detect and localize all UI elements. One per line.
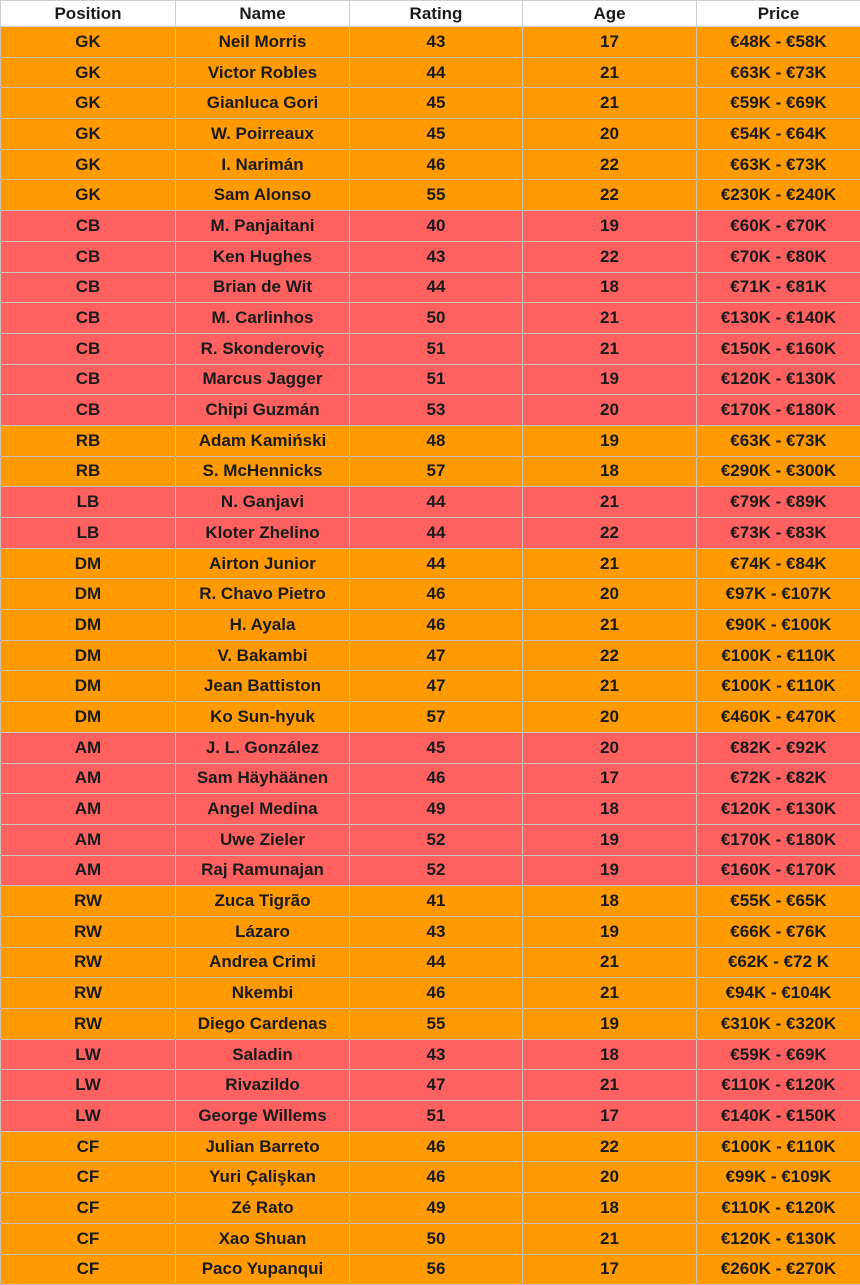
table-row (1, 702, 860, 733)
cell-name: Lázaro (176, 916, 350, 947)
cell-price: €110K - €120K (697, 1193, 860, 1224)
table-row (1, 395, 860, 426)
cell-age: 17 (523, 27, 697, 58)
cell-position: CB (1, 272, 176, 303)
cell-age: 21 (523, 978, 697, 1009)
cell-price: €130K - €140K (697, 303, 860, 334)
cell-price: €54K - €64K (697, 119, 860, 150)
cell-price: €260K - €270K (697, 1254, 860, 1285)
cell-age: 17 (523, 1101, 697, 1132)
cell-position: RW (1, 947, 176, 978)
cell-age: 21 (523, 57, 697, 88)
table-row (1, 886, 860, 917)
cell-position: GK (1, 119, 176, 150)
cell-position: LB (1, 518, 176, 549)
cell-price: €63K - €73K (697, 149, 860, 180)
cell-position: DM (1, 702, 176, 733)
cell-position: AM (1, 855, 176, 886)
cell-age: 19 (523, 364, 697, 395)
cell-price: €99K - €109K (697, 1162, 860, 1193)
header-row (1, 1, 860, 27)
cell-price: €94K - €104K (697, 978, 860, 1009)
cell-age: 19 (523, 916, 697, 947)
cell-rating: 47 (350, 671, 523, 702)
table-row (1, 1131, 860, 1162)
table-row (1, 916, 860, 947)
cell-age: 20 (523, 702, 697, 733)
cell-rating: 45 (350, 119, 523, 150)
cell-rating: 49 (350, 1193, 523, 1224)
header-price: Price (697, 1, 860, 27)
cell-age: 19 (523, 425, 697, 456)
cell-position: AM (1, 763, 176, 794)
cell-price: €120K - €130K (697, 1223, 860, 1254)
cell-position: CB (1, 395, 176, 426)
cell-name: Ken Hughes (176, 241, 350, 272)
cell-name: Kloter Zhelino (176, 518, 350, 549)
cell-age: 21 (523, 671, 697, 702)
cell-rating: 56 (350, 1254, 523, 1285)
cell-position: GK (1, 149, 176, 180)
cell-rating: 46 (350, 610, 523, 641)
cell-price: €170K - €180K (697, 395, 860, 426)
cell-price: €72K - €82K (697, 763, 860, 794)
cell-age: 17 (523, 763, 697, 794)
cell-age: 21 (523, 947, 697, 978)
cell-price: €310K - €320K (697, 1009, 860, 1040)
cell-position: AM (1, 794, 176, 825)
cell-age: 20 (523, 119, 697, 150)
cell-rating: 43 (350, 27, 523, 58)
table-row (1, 364, 860, 395)
cell-position: DM (1, 640, 176, 671)
cell-name: V. Bakambi (176, 640, 350, 671)
cell-name: Chipi Guzmán (176, 395, 350, 426)
cell-rating: 40 (350, 211, 523, 242)
cell-price: €290K - €300K (697, 456, 860, 487)
header-rating: Rating (350, 1, 523, 27)
cell-price: €74K - €84K (697, 548, 860, 579)
cell-rating: 50 (350, 303, 523, 334)
cell-position: LB (1, 487, 176, 518)
cell-rating: 46 (350, 1162, 523, 1193)
cell-age: 19 (523, 855, 697, 886)
cell-price: €60K - €70K (697, 211, 860, 242)
cell-position: LW (1, 1101, 176, 1132)
table-row (1, 487, 860, 518)
cell-rating: 43 (350, 916, 523, 947)
cell-position: RB (1, 425, 176, 456)
cell-name: M. Carlinhos (176, 303, 350, 334)
cell-price: €170K - €180K (697, 824, 860, 855)
cell-age: 21 (523, 1070, 697, 1101)
cell-position: CF (1, 1223, 176, 1254)
header-age: Age (523, 1, 697, 27)
cell-rating: 55 (350, 180, 523, 211)
cell-age: 20 (523, 579, 697, 610)
cell-age: 18 (523, 886, 697, 917)
cell-name: Paco Yupanqui (176, 1254, 350, 1285)
cell-price: €100K - €110K (697, 1131, 860, 1162)
cell-name: Brian de Wit (176, 272, 350, 303)
cell-age: 22 (523, 640, 697, 671)
cell-name: H. Ayala (176, 610, 350, 641)
cell-price: €73K - €83K (697, 518, 860, 549)
table-row (1, 456, 860, 487)
cell-price: €70K - €80K (697, 241, 860, 272)
cell-rating: 55 (350, 1009, 523, 1040)
cell-name: Zuca Tigrão (176, 886, 350, 917)
cell-price: €63K - €73K (697, 57, 860, 88)
cell-name: Andrea Crimi (176, 947, 350, 978)
cell-position: CF (1, 1162, 176, 1193)
cell-position: GK (1, 180, 176, 211)
cell-position: CB (1, 333, 176, 364)
table-row (1, 303, 860, 334)
cell-name: Angel Medina (176, 794, 350, 825)
cell-position: CB (1, 364, 176, 395)
cell-name: Neil Morris (176, 27, 350, 58)
cell-position: CB (1, 211, 176, 242)
table-row (1, 1009, 860, 1040)
cell-position: CF (1, 1193, 176, 1224)
cell-price: €120K - €130K (697, 364, 860, 395)
cell-rating: 49 (350, 794, 523, 825)
cell-rating: 44 (350, 548, 523, 579)
table-row (1, 579, 860, 610)
table-row (1, 180, 860, 211)
table-row (1, 1101, 860, 1132)
cell-age: 21 (523, 1223, 697, 1254)
cell-name: J. L. González (176, 732, 350, 763)
cell-rating: 46 (350, 763, 523, 794)
cell-rating: 44 (350, 487, 523, 518)
cell-price: €460K - €470K (697, 702, 860, 733)
table-row (1, 1162, 860, 1193)
table-row (1, 855, 860, 886)
table-row (1, 978, 860, 1009)
cell-name: Rivazildo (176, 1070, 350, 1101)
cell-rating: 47 (350, 640, 523, 671)
cell-price: €59K - €69K (697, 88, 860, 119)
cell-price: €71K - €81K (697, 272, 860, 303)
table-row (1, 947, 860, 978)
cell-name: Zé Rato (176, 1193, 350, 1224)
table-body (1, 27, 860, 1285)
cell-rating: 46 (350, 978, 523, 1009)
cell-position: GK (1, 57, 176, 88)
cell-price: €120K - €130K (697, 794, 860, 825)
cell-age: 18 (523, 272, 697, 303)
cell-name: Diego Cardenas (176, 1009, 350, 1040)
cell-price: €160K - €170K (697, 855, 860, 886)
cell-age: 21 (523, 303, 697, 334)
table-row (1, 211, 860, 242)
cell-rating: 48 (350, 425, 523, 456)
cell-rating: 45 (350, 732, 523, 763)
cell-age: 21 (523, 88, 697, 119)
cell-position: RW (1, 916, 176, 947)
cell-position: AM (1, 732, 176, 763)
cell-rating: 45 (350, 88, 523, 119)
table-row (1, 1223, 860, 1254)
cell-age: 22 (523, 180, 697, 211)
cell-rating: 52 (350, 855, 523, 886)
cell-rating: 53 (350, 395, 523, 426)
cell-name: George Willems (176, 1101, 350, 1132)
cell-name: Gianluca Gori (176, 88, 350, 119)
table-row (1, 610, 860, 641)
cell-age: 21 (523, 333, 697, 364)
cell-rating: 51 (350, 1101, 523, 1132)
cell-name: Sam Häyhäänen (176, 763, 350, 794)
cell-name: I. Narimán (176, 149, 350, 180)
cell-name: Julian Barreto (176, 1131, 350, 1162)
cell-position: RW (1, 1009, 176, 1040)
cell-age: 18 (523, 456, 697, 487)
cell-age: 21 (523, 548, 697, 579)
cell-name: R. Chavo Pietro (176, 579, 350, 610)
cell-rating: 46 (350, 1131, 523, 1162)
cell-rating: 43 (350, 241, 523, 272)
cell-age: 21 (523, 610, 697, 641)
cell-name: S. McHennicks (176, 456, 350, 487)
header-position: Position (1, 1, 176, 27)
table-row (1, 57, 860, 88)
table-row (1, 333, 860, 364)
cell-position: CF (1, 1254, 176, 1285)
cell-name: M. Panjaitani (176, 211, 350, 242)
cell-price: €100K - €110K (697, 671, 860, 702)
cell-name: Raj Ramunajan (176, 855, 350, 886)
cell-name: N. Ganjavi (176, 487, 350, 518)
cell-position: RB (1, 456, 176, 487)
cell-price: €55K - €65K (697, 886, 860, 917)
cell-age: 20 (523, 395, 697, 426)
cell-rating: 44 (350, 57, 523, 88)
cell-rating: 44 (350, 272, 523, 303)
cell-price: €62K - €72 K (697, 947, 860, 978)
table-row (1, 272, 860, 303)
cell-name: Nkembi (176, 978, 350, 1009)
table-row (1, 518, 860, 549)
table-row (1, 1070, 860, 1101)
cell-price: €79K - €89K (697, 487, 860, 518)
cell-price: €82K - €92K (697, 732, 860, 763)
cell-position: AM (1, 824, 176, 855)
table-row (1, 27, 860, 58)
cell-position: LW (1, 1039, 176, 1070)
cell-price: €150K - €160K (697, 333, 860, 364)
cell-age: 19 (523, 1009, 697, 1040)
cell-age: 19 (523, 824, 697, 855)
cell-age: 18 (523, 794, 697, 825)
cell-name: W. Poirreaux (176, 119, 350, 150)
table-row (1, 119, 860, 150)
cell-position: GK (1, 27, 176, 58)
cell-name: Uwe Zieler (176, 824, 350, 855)
table-row (1, 1193, 860, 1224)
cell-age: 19 (523, 211, 697, 242)
cell-rating: 57 (350, 702, 523, 733)
cell-rating: 50 (350, 1223, 523, 1254)
cell-price: €140K - €150K (697, 1101, 860, 1132)
cell-name: Victor Robles (176, 57, 350, 88)
cell-age: 20 (523, 1162, 697, 1193)
table-row (1, 640, 860, 671)
cell-name: Adam Kamiński (176, 425, 350, 456)
table-row (1, 149, 860, 180)
cell-position: RW (1, 886, 176, 917)
cell-rating: 51 (350, 333, 523, 364)
cell-position: DM (1, 579, 176, 610)
cell-name: Marcus Jagger (176, 364, 350, 395)
table-row (1, 671, 860, 702)
cell-age: 22 (523, 241, 697, 272)
cell-price: €66K - €76K (697, 916, 860, 947)
cell-price: €100K - €110K (697, 640, 860, 671)
cell-price: €48K - €58K (697, 27, 860, 58)
cell-age: 18 (523, 1193, 697, 1224)
cell-position: CF (1, 1131, 176, 1162)
cell-name: Jean Battiston (176, 671, 350, 702)
cell-position: DM (1, 610, 176, 641)
cell-rating: 43 (350, 1039, 523, 1070)
cell-price: €63K - €73K (697, 425, 860, 456)
cell-position: LW (1, 1070, 176, 1101)
cell-position: DM (1, 671, 176, 702)
cell-name: Saladin (176, 1039, 350, 1070)
cell-price: €90K - €100K (697, 610, 860, 641)
table-row (1, 1039, 860, 1070)
cell-rating: 46 (350, 149, 523, 180)
cell-rating: 44 (350, 518, 523, 549)
cell-rating: 51 (350, 364, 523, 395)
table-row (1, 241, 860, 272)
cell-position: DM (1, 548, 176, 579)
cell-rating: 41 (350, 886, 523, 917)
table-row (1, 425, 860, 456)
table-row (1, 732, 860, 763)
table-row (1, 88, 860, 119)
cell-age: 20 (523, 732, 697, 763)
cell-name: Xao Shuan (176, 1223, 350, 1254)
cell-price: €59K - €69K (697, 1039, 860, 1070)
cell-rating: 46 (350, 579, 523, 610)
cell-rating: 52 (350, 824, 523, 855)
cell-position: CB (1, 241, 176, 272)
cell-name: Ko Sun-hyuk (176, 702, 350, 733)
cell-price: €110K - €120K (697, 1070, 860, 1101)
cell-rating: 47 (350, 1070, 523, 1101)
cell-position: RW (1, 978, 176, 1009)
cell-name: Sam Alonso (176, 180, 350, 211)
cell-position: CB (1, 303, 176, 334)
table-row (1, 1254, 860, 1285)
cell-name: Yuri Çalişkan (176, 1162, 350, 1193)
cell-age: 21 (523, 487, 697, 518)
cell-rating: 44 (350, 947, 523, 978)
cell-rating: 57 (350, 456, 523, 487)
table-row (1, 763, 860, 794)
cell-position: GK (1, 88, 176, 119)
cell-name: R. Skonderoviç (176, 333, 350, 364)
cell-age: 22 (523, 1131, 697, 1162)
cell-name: Airton Junior (176, 548, 350, 579)
cell-price: €230K - €240K (697, 180, 860, 211)
cell-age: 17 (523, 1254, 697, 1285)
table-row (1, 548, 860, 579)
table-row (1, 824, 860, 855)
cell-price: €97K - €107K (697, 579, 860, 610)
header-name: Name (176, 1, 350, 27)
cell-age: 18 (523, 1039, 697, 1070)
cell-age: 22 (523, 518, 697, 549)
table-row (1, 794, 860, 825)
cell-age: 22 (523, 149, 697, 180)
